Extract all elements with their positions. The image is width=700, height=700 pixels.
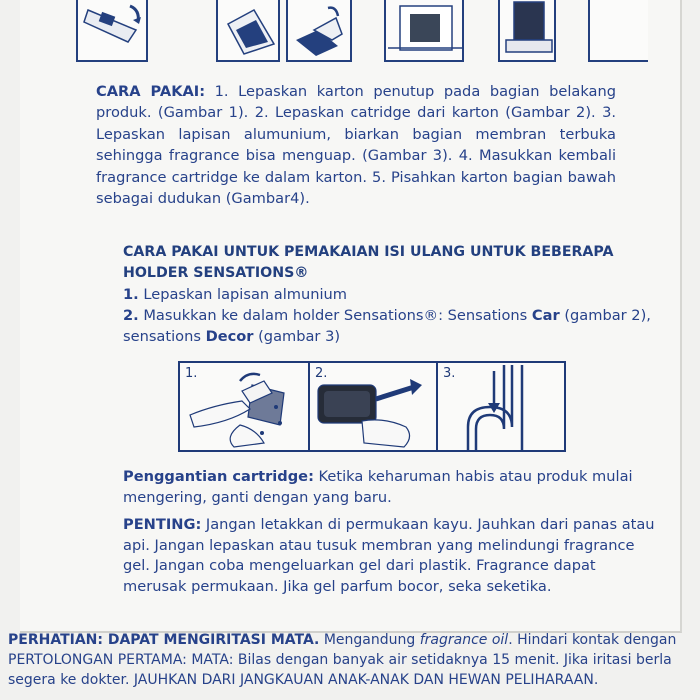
replacement-paragraph — [123, 467, 663, 508]
refill-step-1 — [123, 284, 663, 305]
diagram-number: 2. — [315, 366, 328, 381]
first-aid-line: PERTOLONGAN PERTAMA: MATA: Bilas dengan banyak air setidaknya 15 menit. Jika iritasi berla — [8, 652, 672, 668]
decor-label: Decor — [205, 328, 254, 345]
instructions-text: 1. Lepaskan karton penutup pada bagian belakang produk. (Gambar 1). 2. Lepaskan catridge dari karton (Gambar 2). 3. Lepaskan lapisan alumunium, biarkan bagian membran terbuka sehingga fragrance bisa menguap. (Gambar 3). 4. Masukkan kembali fragrance cartridge ke dalam karton. 5. Pisahkan karton bagian bawah sebagai dudukan (Gambar4). — [96, 83, 616, 208]
doctor-line: segera ke dokter. JAUHKAN DARI JANGKAUAN ANAK-ANAK DAN HEWAN PELIHARAAN. — [8, 672, 599, 688]
diagram-panel-2 — [308, 363, 438, 450]
replacement-text: Ketika keharuman habis atau produk mulai mengering, ganti dengan yang baru. — [123, 468, 633, 506]
fragrance-oil-text: fragrance oil — [419, 632, 509, 648]
warning-pre: Mengandung — [319, 632, 420, 648]
step-text-post: (gambar 3) — [253, 328, 341, 345]
diagram-number: 3. — [443, 366, 456, 381]
step-number: 1. — [123, 286, 139, 303]
warning-section — [8, 630, 700, 690]
diagram-number: 1. — [185, 366, 198, 381]
refill-heading: CARA PAKAI UNTUK PEMAKAIAN ISI ULANG UNTUK BEBERAPA HOLDER SENSATIONS® — [123, 244, 614, 281]
top-illustration-strip — [68, 0, 668, 64]
instructions-paragraph — [96, 81, 616, 209]
illustration-step-1 — [76, 0, 148, 62]
illustration-step-3 — [286, 0, 352, 62]
important-paragraph — [123, 515, 663, 597]
refill-steps — [123, 284, 663, 347]
step-number: 2. — [123, 307, 139, 324]
illustration-step-6 — [588, 0, 648, 62]
step-text-mid: (gambar 2), sensations — [123, 307, 651, 345]
illustration-step-4 — [384, 0, 464, 62]
illustration-step-2 — [216, 0, 280, 62]
warning-post: . Hindari kontak dengan — [508, 632, 677, 648]
important-text: Jangan letakkan di permukaan kayu. Jauhkan dari panas atau api. Jangan lepaskan atau tusuk membran yang melindungi fragrance gel. Jangan coba mengeluarkan gel dari plastik. Fragrance dapat merusak permukaan. Jika gel parfum bocor, seka seketika. — [123, 516, 655, 595]
diagram-panel-1 — [180, 363, 308, 450]
step-text: Masukkan ke dalam holder Sensations®: Sensations — [138, 307, 532, 324]
important-label: PENTING: — [123, 516, 202, 533]
step-text: Lepaskan lapisan almunium — [138, 286, 348, 303]
warning-label: PERHATIAN: DAPAT MENGIRITASI MATA. — [8, 632, 320, 648]
instructions-label: CARA PAKAI: — [96, 83, 206, 100]
warning-line — [8, 630, 700, 650]
replacement-label: Penggantian cartridge: — [123, 468, 314, 485]
diagram-panel-3 — [436, 363, 566, 450]
car-label: Car — [531, 307, 560, 324]
refill-diagram — [178, 361, 566, 452]
refill-step-2 — [123, 305, 663, 347]
illustration-step-5 — [498, 0, 556, 62]
